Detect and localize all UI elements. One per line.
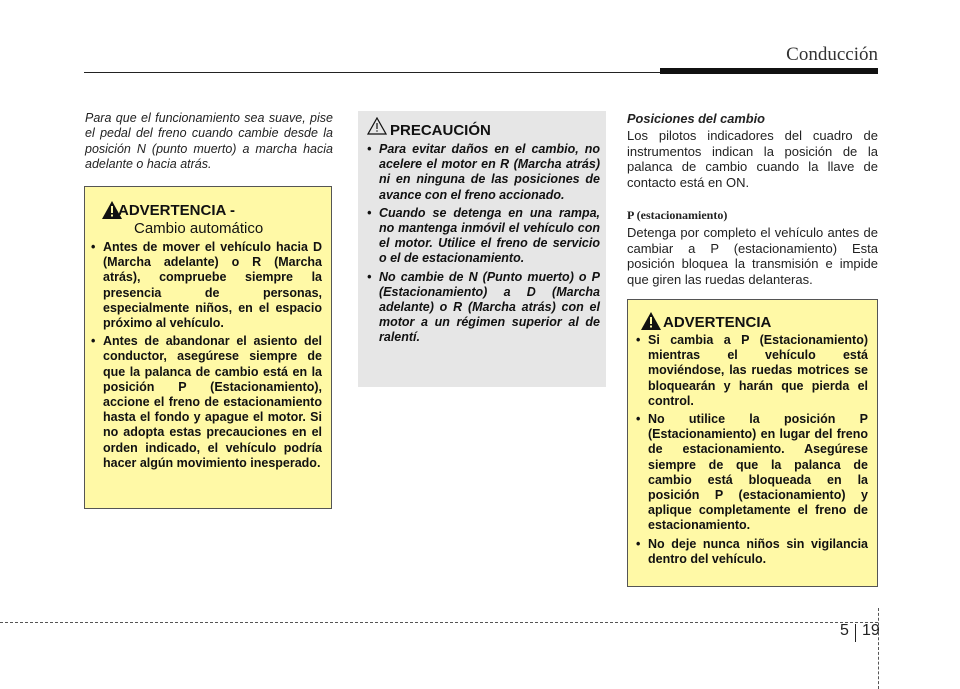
shift-positions-heading: Posiciones del cambio [627,111,765,126]
warning-title: ADVERTENCIA - [118,202,235,219]
warning-list [91,240,322,474]
footer-rule [0,622,878,623]
caution-item: • Para evitar daños en el cambio, no acelere el motor en R (Marcha atrás) ni en ninguna de las posiciones de avance con el freno accionado. [367,142,600,203]
caution-item: • Cuando se detenga en una rampa, no mantenga inmóvil el vehículo con el motor. Utilice el freno de servicio o el de estacionamiento. [367,206,600,267]
warning-item: • No deje nunca niños sin vigilancia dentro del vehículo. [636,537,868,567]
warning-item: • Si cambia a P (Estacionamiento) mientras el vehículo está moviéndose, las ruedas motrices se bloquearán y harán que pierda el control. [636,333,868,409]
caution-icon [367,117,387,135]
warning-subtitle: Cambio automático [134,220,264,237]
intro-paragraph: Para que el funcionamiento sea suave, pise el pedal del freno cuando cambie desde la posición N (punto muerto) a marcha hacia adelante o hacia atrás. [85,111,333,171]
warning-item: • Antes de abandonar el asiento del conductor, asegúrese siempre de que la palanca de cambio está en la posición P (Estacionamiento), accione el freno de estacionamiento hasta el fondo y apague el motor. Si no adopta estas precauciones en el orden indicado, el vehículo podría hacer algún movimiento inesperado. [91,334,322,471]
warning-box-park [627,299,878,587]
chapter-number: 5 [840,622,849,639]
caution-title: PRECAUCIÓN [390,122,491,139]
warning-title: ADVERTENCIA [663,314,772,331]
header-rule-accent [660,68,878,74]
footer-divider [878,608,879,689]
shift-positions-text: Los pilotos indicadores del cuadro de instrumentos indican la posición de la palanca de cambio cuando la llave de contacto está en ON. [627,128,878,190]
header-rule [84,72,660,73]
warning-item: • No utilice la posición P (Estacionamiento) en lugar del freno de estacionamiento. Asegúrese siempre de que la palanca de cambio está bloqueada en la posición P (estacionamiento) y aplique completamente el freno de estacionamiento. [636,412,868,534]
caution-box [358,111,606,387]
warning-box-automatic [84,186,332,509]
warning-list [636,333,868,570]
caution-list [367,142,600,349]
warning-item: • Antes de mover el vehículo hacia D (Marcha adelante) o R (Marcha atrás), compruebe siempre la presencia de personas, especialmente niños, en el espacio próximo al vehículo. [91,240,322,331]
page-number-separator [855,624,856,642]
section-title: Conducción [786,44,878,65]
page-number: 19 [862,622,880,639]
caution-item: • No cambie de N (Punto muerto) o P (Estacionamiento) a D (Marcha adelante) o R (Marcha atrás) con el motor a un régimen superior al de ralentí. [367,270,600,346]
park-heading: P (estacionamiento) [627,208,728,222]
warning-icon [641,312,661,330]
park-text: Detenga por completo el vehículo antes de cambiar a P (estacionamiento) Esta posición bloquea la transmisión e impide que giren las ruedas delanteras. [627,225,878,287]
